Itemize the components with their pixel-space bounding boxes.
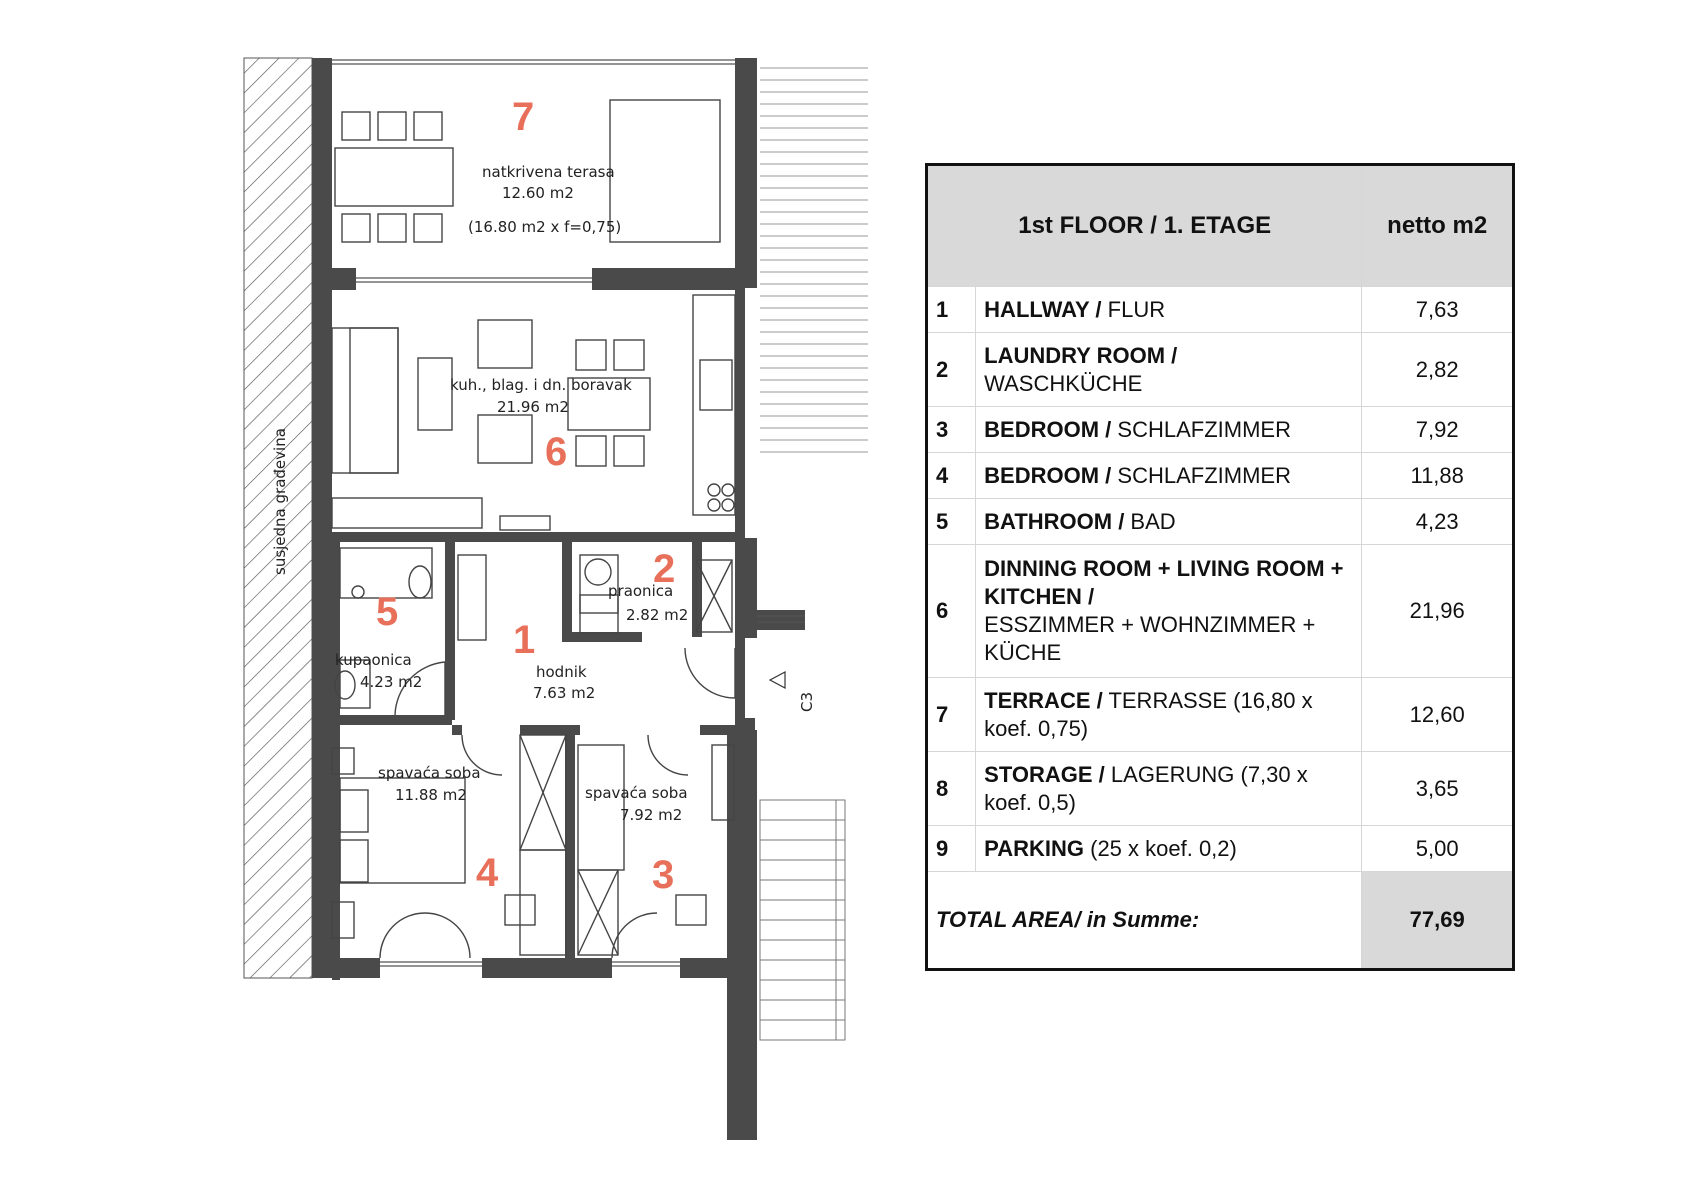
staircase: [760, 800, 845, 1040]
row-number: 9: [927, 826, 976, 872]
row-name: [976, 545, 1362, 678]
row-value: 3,65: [1362, 752, 1514, 826]
row-name-bold: BEDROOM /: [984, 416, 1112, 442]
row-name-bold: PARKING: [984, 835, 1084, 861]
row-name-normal: SCHLAFZIMMER: [1111, 416, 1291, 442]
row-number: 5: [927, 499, 976, 545]
row-number: 1: [927, 287, 976, 333]
exterior-railing: [760, 68, 868, 452]
stair-label: C3: [798, 691, 816, 712]
row-value: 21,96: [1362, 545, 1514, 678]
row-value: 7,92: [1362, 407, 1514, 453]
room-name-1: hodnik: [536, 663, 587, 681]
row-number: 7: [927, 678, 976, 752]
table-row: [927, 499, 1514, 545]
room-name-5: kupaonica: [335, 651, 412, 669]
room-number-5: 5: [376, 590, 399, 634]
room-number-6: 6: [545, 430, 568, 474]
room-number-2: 2: [653, 547, 676, 591]
table-total-row: [927, 872, 1514, 970]
area-table: [925, 163, 1515, 971]
row-name-normal: WASCHKÜCHE: [984, 370, 1143, 396]
room-area-5: 4.23 m2: [360, 673, 423, 691]
row-value: 11,88: [1362, 453, 1514, 499]
room-number-3: 3: [652, 853, 675, 897]
room-area-2: 2.82 m2: [626, 606, 689, 624]
room-area-1: 7.63 m2: [533, 684, 596, 702]
table-header-title: 1st FLOOR / 1. ETAGE: [927, 165, 1362, 287]
row-value: 4,23: [1362, 499, 1514, 545]
room-note-7: (16.80 m2 x f=0,75): [468, 218, 622, 236]
row-name-normal: SCHLAFZIMMER: [1111, 462, 1291, 488]
row-name-bold: STORAGE /: [984, 761, 1105, 787]
row-name-normal: ESSZIMMER + WOHNZIMMER + KÜCHE: [984, 612, 1316, 665]
table-row: [927, 333, 1514, 407]
room-name-2: praonica: [608, 582, 674, 600]
table-row: [927, 826, 1514, 872]
row-value: 2,82: [1362, 333, 1514, 407]
room-area-7: 12.60 m2: [502, 184, 574, 202]
row-number: 6: [927, 545, 976, 678]
row-name: [976, 826, 1362, 872]
row-name: [976, 752, 1362, 826]
room-name-7: natkrivena terasa: [482, 163, 615, 181]
row-number: 8: [927, 752, 976, 826]
row-value: 12,60: [1362, 678, 1514, 752]
table-row: [927, 678, 1514, 752]
room-name-3: spavaća soba: [585, 784, 688, 802]
row-name-normal: LAGERUNG (7,30 x koef. 0,5): [984, 761, 1308, 815]
row-name-bold: DINNING ROOM + LIVING ROOM + KITCHEN /: [984, 556, 1344, 609]
row-number: 3: [927, 407, 976, 453]
row-name-normal: (25 x koef. 0,2): [1084, 835, 1237, 861]
room-labels: [335, 95, 688, 897]
table-row: [927, 545, 1514, 678]
room-number-1: 1: [513, 618, 536, 662]
table-header-unit: netto m2: [1362, 165, 1514, 287]
row-name-normal: TERRASSE (16,80 x koef. 0,75): [984, 687, 1313, 741]
row-number: 2: [927, 333, 976, 407]
room-number-7: 7: [512, 95, 535, 139]
row-name: [976, 407, 1362, 453]
row-value: 7,63: [1362, 287, 1514, 333]
row-name: [976, 453, 1362, 499]
room-name-4: spavaća soba: [378, 764, 481, 782]
room-area-6: 21.96 m2: [497, 398, 569, 416]
row-name-bold: BATHROOM /: [984, 508, 1125, 534]
total-label: TOTAL AREA/ in Summe:: [927, 872, 1362, 970]
row-name-bold: BEDROOM /: [984, 462, 1112, 488]
stair-arrow: [770, 672, 785, 688]
row-number: 4: [927, 453, 976, 499]
table-row: [927, 453, 1514, 499]
room-area-3: 7.92 m2: [620, 806, 683, 824]
neighbor-label: susjedna građevina: [271, 428, 289, 575]
room-name-6: kuh., blag. i dn. boravak: [450, 376, 632, 394]
row-name-bold: LAUNDRY ROOM /: [984, 342, 1178, 368]
row-name-normal: BAD: [1124, 508, 1176, 534]
row-name-bold: TERRACE /: [984, 687, 1103, 713]
table-row: [927, 287, 1514, 333]
table-row: [927, 407, 1514, 453]
row-name: [976, 287, 1362, 333]
row-name-normal: FLUR: [1101, 296, 1166, 322]
row-value: 5,00: [1362, 826, 1514, 872]
total-value: 77,69: [1362, 872, 1514, 970]
table-row: [927, 752, 1514, 826]
room-number-4: 4: [476, 851, 499, 895]
table-header-row: [927, 165, 1514, 287]
room-area-4: 11.88 m2: [395, 786, 467, 804]
row-name-bold: HALLWAY /: [984, 296, 1102, 322]
row-name: [976, 678, 1362, 752]
row-name: [976, 499, 1362, 545]
row-name: [976, 333, 1362, 407]
